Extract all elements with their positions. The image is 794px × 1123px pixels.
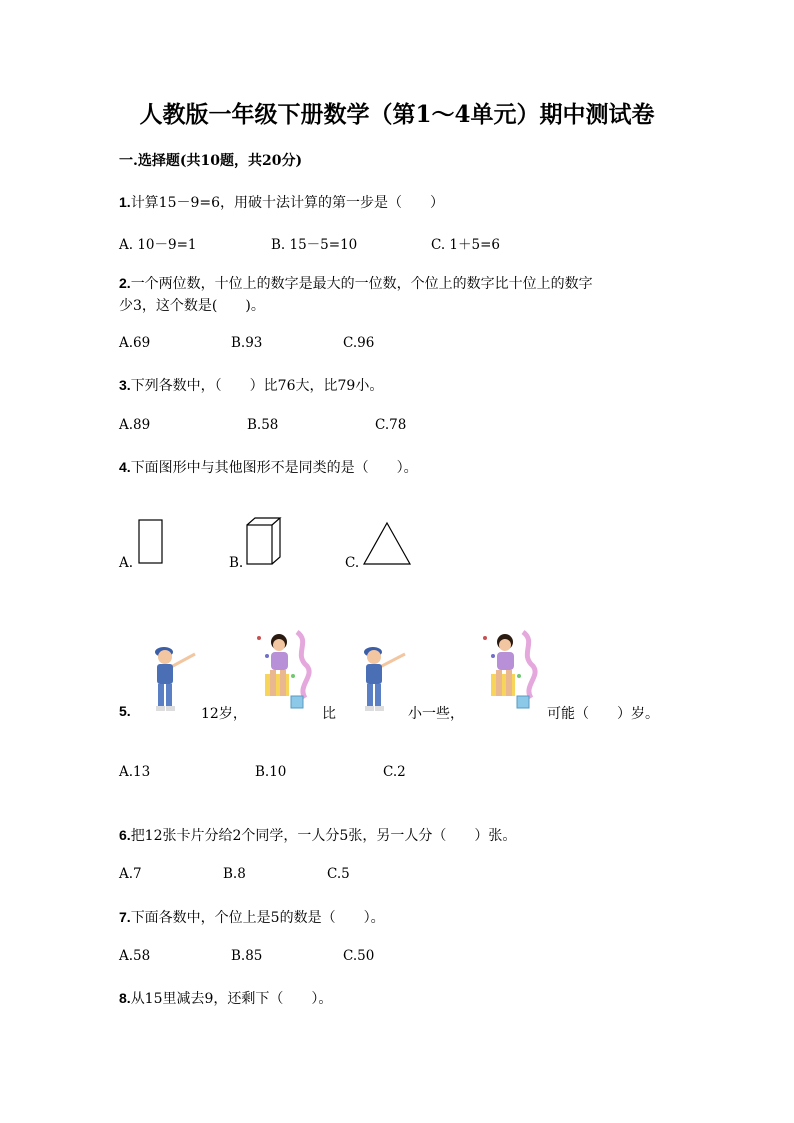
question-5-part-3: 小一些， <box>408 706 464 722</box>
question-number: 3. <box>119 377 131 393</box>
cuboid-shape <box>244 515 284 567</box>
question-number: 8. <box>119 990 131 1006</box>
option-c: C.2 <box>383 764 406 780</box>
question-number: 1. <box>119 194 131 210</box>
option-c: C. 1＋5=6 <box>431 237 501 253</box>
rectangle-shape <box>136 518 166 566</box>
question-1 <box>119 192 444 212</box>
question-text: 一个两位数，十位上的数字是最大的一位数，个位上的数字比十位上的数字 <box>130 276 593 292</box>
boy-picture <box>147 640 199 716</box>
option-a: A.69 <box>119 335 151 351</box>
question-text: 计算15－9=6，用破十法计算的第一步是（ ） <box>130 195 445 211</box>
question-7 <box>119 907 385 927</box>
option-a: A.89 <box>119 417 151 433</box>
question-text: 把12张卡片分给2个同学，一人分5张，另一人分（ ）张。 <box>130 828 517 844</box>
girl-picture <box>479 628 539 712</box>
option-c: C. <box>345 555 360 571</box>
question-5-part-2: 比 <box>322 706 336 722</box>
boy-picture <box>353 640 409 716</box>
option-c: C.50 <box>343 948 375 964</box>
option-a: A. 10－9=1 <box>119 237 197 253</box>
option-a: A.13 <box>119 764 151 780</box>
question-number: 4. <box>119 459 131 475</box>
question-5 <box>119 703 131 720</box>
option-b: B. 15－5=10 <box>271 237 358 253</box>
question-8 <box>119 988 332 1008</box>
question-text: 下面图形中与其他图形不是同类的是（ ）。 <box>130 460 418 476</box>
question-2-line-2: 少3，这个数是( )。 <box>119 298 265 314</box>
question-number: 5. <box>119 703 131 719</box>
triangle-shape <box>362 521 414 567</box>
option-b: B.58 <box>247 417 279 433</box>
question-2 <box>119 273 593 293</box>
option-c: C.78 <box>375 417 407 433</box>
section-heading: 一.选择题(共10题，共20分) <box>119 153 303 169</box>
option-b: B.93 <box>231 335 263 351</box>
option-a: A.7 <box>119 866 142 882</box>
option-c: C.96 <box>343 335 375 351</box>
option-b: B.8 <box>223 866 246 882</box>
option-b: B. <box>229 555 244 571</box>
question-number: 2. <box>119 275 131 291</box>
question-text: 下列各数中，（ ）比76大，比79小。 <box>130 378 384 394</box>
option-b: B.10 <box>255 764 287 780</box>
option-a: A. <box>119 555 134 571</box>
girl-picture <box>253 628 313 712</box>
page-title: 人教版一年级下册数学（第1～4单元）期中测试卷 <box>139 101 655 128</box>
question-3 <box>119 375 383 395</box>
question-5-part-4: 可能（ ）岁。 <box>547 706 659 722</box>
question-number: 6. <box>119 827 131 843</box>
question-6 <box>119 825 516 845</box>
question-5-part-1: 12岁， <box>201 706 247 722</box>
question-text: 从15里减去9，还剩下（ ）。 <box>130 991 333 1007</box>
option-c: C.5 <box>327 866 350 882</box>
option-b: B.85 <box>231 948 263 964</box>
question-4 <box>119 457 418 477</box>
question-number: 7. <box>119 909 131 925</box>
option-a: A.58 <box>119 948 151 964</box>
question-text: 下面各数中，个位上是5的数是（ ）。 <box>130 910 385 926</box>
